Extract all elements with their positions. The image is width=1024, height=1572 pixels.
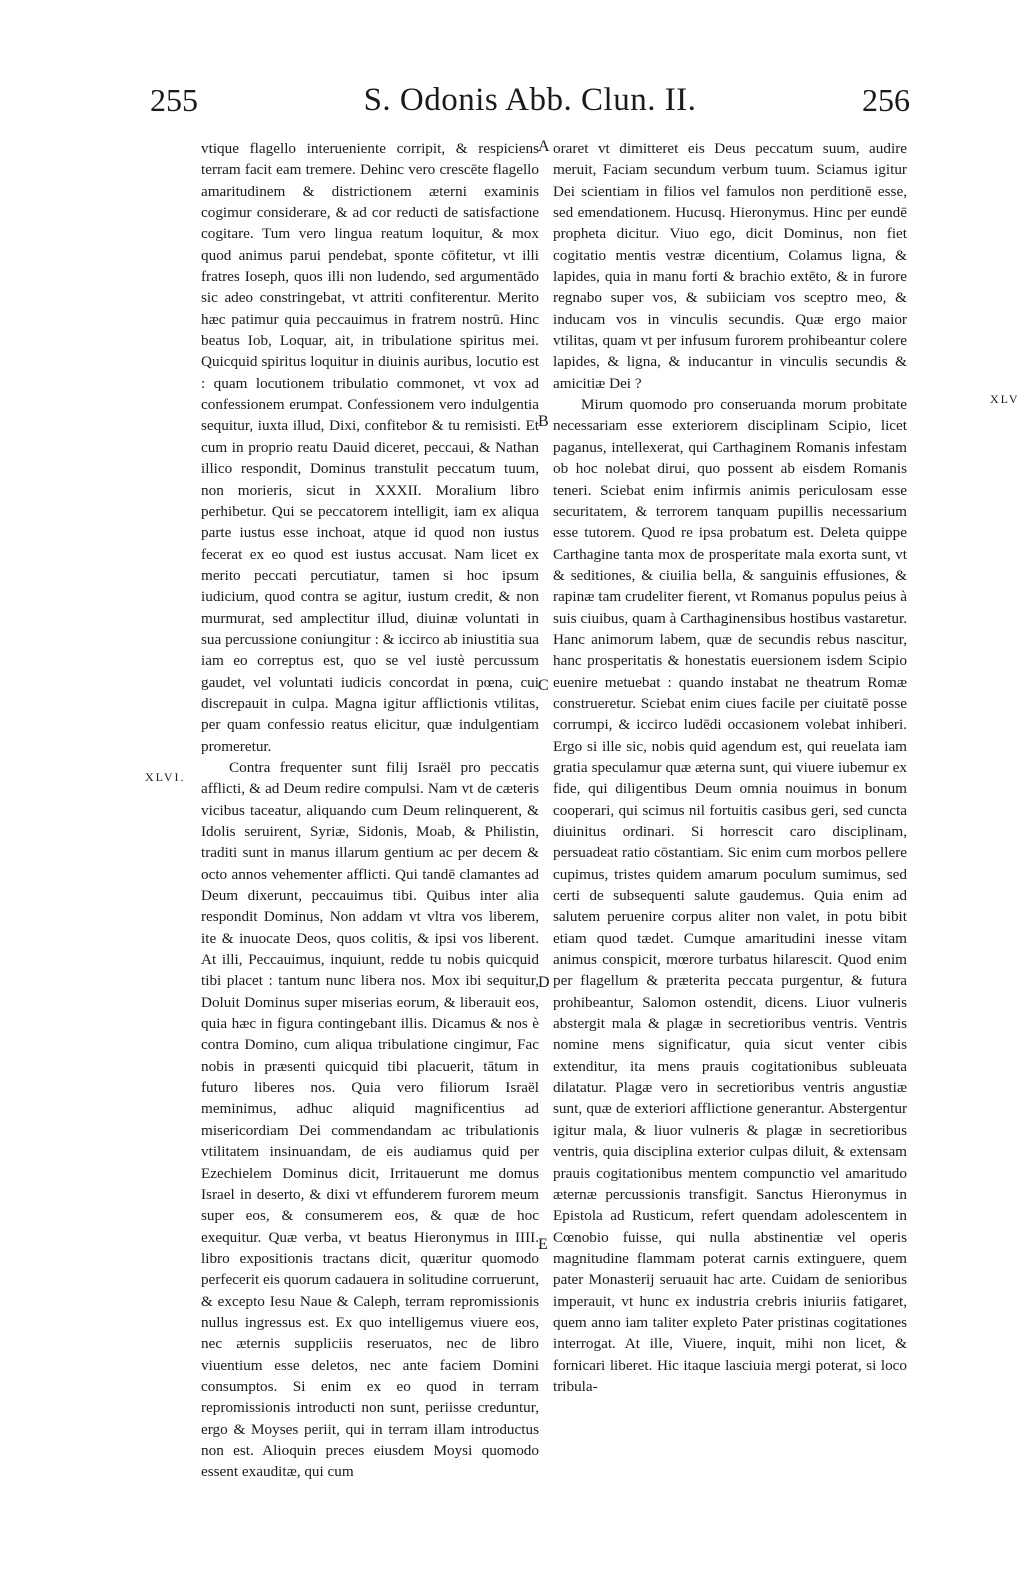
section-letter-d: D: [538, 974, 550, 991]
paragraph: oraret vt dimitteret eis Deus peccatum suum, audire meruit, Faciam secundum verbum tuum. Sciamus igitur Dei scientiam in filios vel famulos non perditionē esse, sed emendationem. Hucusq. Hieronymus. Hinc per eundē propheta dicitur. Viuo ego, dicit Dominus, non fiet cogitatio mentis vestræ dicentium, Colamus ligna, & lapides, quia in manu forti & brachio extēto, & in furore regnabo super vos, & subiiciam vos sceptro meo, & inducam vos in vinculis secundis. Quæ ergo maior vtilitas, quam vt per infusum furorem prohibeantur colere lapides, & ligna, & inducantur in vinculis secundis & amicitiæ Dei ?: [553, 140, 907, 392]
margin-note-left: XLVI.: [145, 770, 186, 784]
running-title: S. Odonis Abb. Clun. II.: [363, 82, 697, 118]
left-column: [201, 138, 539, 1483]
page-number-right: 256: [862, 82, 910, 118]
paragraph: vtique flagello interueniente corripit, & respiciens terram facit eam tremere. Dehinc vero crescēte flagello amaritudinem & districtionem æterni examinis cogimur considerare, & ad cor reducti de satisfactione cogitare. Tum vero lingua reatum loquitur, & mox quod animus parui pendebat, sponte cōfitetur, vt illi fratres Ioseph, quos illi non ludendo, sed argumentādo sic adeo constringebat, vt attriti confiterentur. Merito hæc patimur quia peccauimus in fratrem nostrū. Hinc beatus Iob, Loquar, ait, in tribulatione spiritus mei. Quicquid spiritus loquitur in diuinis auribus, locutio est : quam locutionem tribulatio commonet, vt vox ad confessionem erumpat. Confessionem vero indulgentia sequitur, iuxta illud, Dixi, confitebor & tu remisisti. Et cum in proprio reatu Dauid diceret, peccaui, & Nathan illico respondit, Dominus transtulit peccatum tuum, non morieris, sicut in XXXII. Moralium libro perhibetur. Qui se peccatorem intelligit, iam ex aliqua parte iustus esse inchoat, atque id quod non iustus fecerat ex eo quod est iustus accusat. Nam licet ex merito peccati percutiatur, tamen si hoc ipsum iudicium, quod contra se agitur, iustum credit, & non murmurat, sed amplectitur illud, diuinæ voluntati in sua percussione coniungitur : & iccirco ab iniustitia sua iam eo correptus est, quo se vel iustè percussum gaudet, vel voluntati iudicis concordat in pœna, cui discrepauit in culpa. Magna igitur afflictionis vtilitas, per quam confessio reatus elicitur, quæ indulgentiam promeretur.: [201, 140, 539, 755]
section-letter-e: E: [538, 1236, 548, 1253]
section-letter-a: A: [538, 138, 550, 155]
paragraph: Mirum quomodo pro conseruanda morum probitate necessariam esse exteriorem disciplinam Scipio, licet paganus, intellexerat, qui Carthaginem Romanis infestam ob hoc nolebat dirui, quo possent ab eisdem Romanis teneri. Sciebat enim infirmis animis periculosam esse securitatem, & terrorem tanquam pupillis necessarium esse tutorem. Quod re ipsa probatum est. Deleta quippe Carthagine tanta mox de prosperitate mala exorta sunt, vt & seditiones, & ciuilia bella, & sanguinis effusiones, & rapinæ tam crudeliter fierent, vt Romanus populus peius à suis ciuibus, quam à Carthaginensibus hostibus vastaretur. Hanc animorum labem, quæ de secundis rebus nascitur, hanc prosperitatis & honestatis euersionem isdem Scipio euenire metuebat : quando instabat ne theatrum Romæ construeretur. Sciebat enim ciues facile per ciuitatē posse corrumpi, & iccirco ludēdi occasionem volebat inhiberi. Ergo si ille sic, nobis quid agendum est, qui reuelata iam gratia speculamur quæ æterna sunt, qui viuere iubemur ex fide, qui diligentibus Deum omnia nouimus in bonum cooperari, qui scimus nil fortuitis casibus geri, sed cuncta diuinitus ordinari. Si horrescit caro disciplinam, persuadeat ratio cōstantiam. Sic enim cum morbos pellere cupimus, tristes quidem amarum poculum sumimus, sed certi de subsequenti salute gaudemus. Quia enim ad salutem peruenire corpus aliter non valet, in potu bibit etiam quod tædet. Cumque amaritudini inesse vitam animus conspicit, mœrore turbatus hilarescit. Quod enim per flagellum & præterita peccata purgentur, & futura prohibeantur, Salomon ostendit, dicens. Liuor vulneris abstergit mala & plagæ in secretioribus ventris. Ventris nomine mens significatur, quia sicut venter cibis extenditur, ita mens prauis cogitationibus subleuata dilatatur. Plagæ vero in secretioribus ventris angustiæ sunt, quæ de exteriori afflictione generantur. Abstergentur igitur mala, & liuor vulneris & plagæ in secretioribus ventris, quia disciplina exterior culpas diluit, & extensam prauis cogitationibus mentem compunctio vel amaritudo æternæ percussionis transfigit. Sanctus Hieronymus in Epistola ad Rusticum, refert quendam adolescentem in Cœnobio fuisse, qui nulla abstinentiæ vel operis magnitudine flammam poterat carnis extinguere, quem pater Monasterij seruauit hac arte. Cuidam de senioribus imperauit, vt hunc ex industria crebris iniuriis fatigaret, quem anno iam taliter expleto Pater pristinas cogitationes interrogat. At ille, Viuere, inquit, mihi non licet, & fornicari liberet. Hic itaque lasciuia mergi poterat, si loco tribula-: [553, 396, 907, 1395]
right-column: [553, 138, 907, 1397]
section-letter-c: C: [538, 677, 549, 694]
running-header: [150, 82, 910, 126]
margin-note-right: XLV: [990, 392, 1020, 406]
section-letter-b: B: [538, 413, 549, 430]
page-number-left: 255: [150, 82, 198, 118]
paragraph: Contra frequenter sunt filij Israël pro peccatis afflicti, & ad Deum redire compulsi. Nam vt de cæteris vicibus taceatur, aliquando cum Deum relinquerent, & Idolis seruirent, Syriæ, Sidonis, Moab, & Philistin, traditi sunt in manus illarum gentium ac per decem & octo annos vehementer afflicti. Qui tandē clamantes ad Deum dixerunt, peccauimus tibi. Quibus inter alia respondit Dominus, Non addam vt vltra vos liberem, ite & inuocate Deos, quos colitis, & ipsi vos liberent. At illi, Peccauimus, inquiunt, redde tu nobis quicquid tibi placet : tantum nunc libera nos. Mox ibi sequitur, Doluit Dominus super miserias eorum, & liberauit eos, quia hæc in figura contingebant illis. Dicamus & nos è contra Domino, cum aliqua tribulatione cingimur, Fac nobis in præsenti quicquid tibi placuerit, tātum in futuro liberes nos. Quia vero filiorum Israël meminimus, adhuc aliquid magnificentius ad misericordiam Dei commendandam ac tribulationis vtilitatem insinuandam, de eis audiamus quid per Ezechielem Dominus dicit, Irritauerunt me domus Israel in deserto, & dixi vt effunderem furorem meum super eos, & consumerem eos, & quæ de hoc exequitur. Quæ verba, vt beatus Hieronymus in IIII. libro expositionis tractans dicit, quæritur quomodo perfecerit eis quorum cadauera in solitudine corruerunt, & excepto Iesu Naue & Caleph, terram repromissionis nullus ingressus est. Ex quo intelligemus viuere eos, nec æternis suppliciis reseruatos, nec de libro viuentium esse deletos, nec ante faciem Domini consumptos. Si enim ex eo quod in terram repromissionis introducti non sunt, periisse creduntur, ergo & Moyses periit, qui in terram illam introductus non est. Alioquin preces eiusdem Moysi quomodo essent exauditæ, qui cum: [201, 758, 539, 1481]
